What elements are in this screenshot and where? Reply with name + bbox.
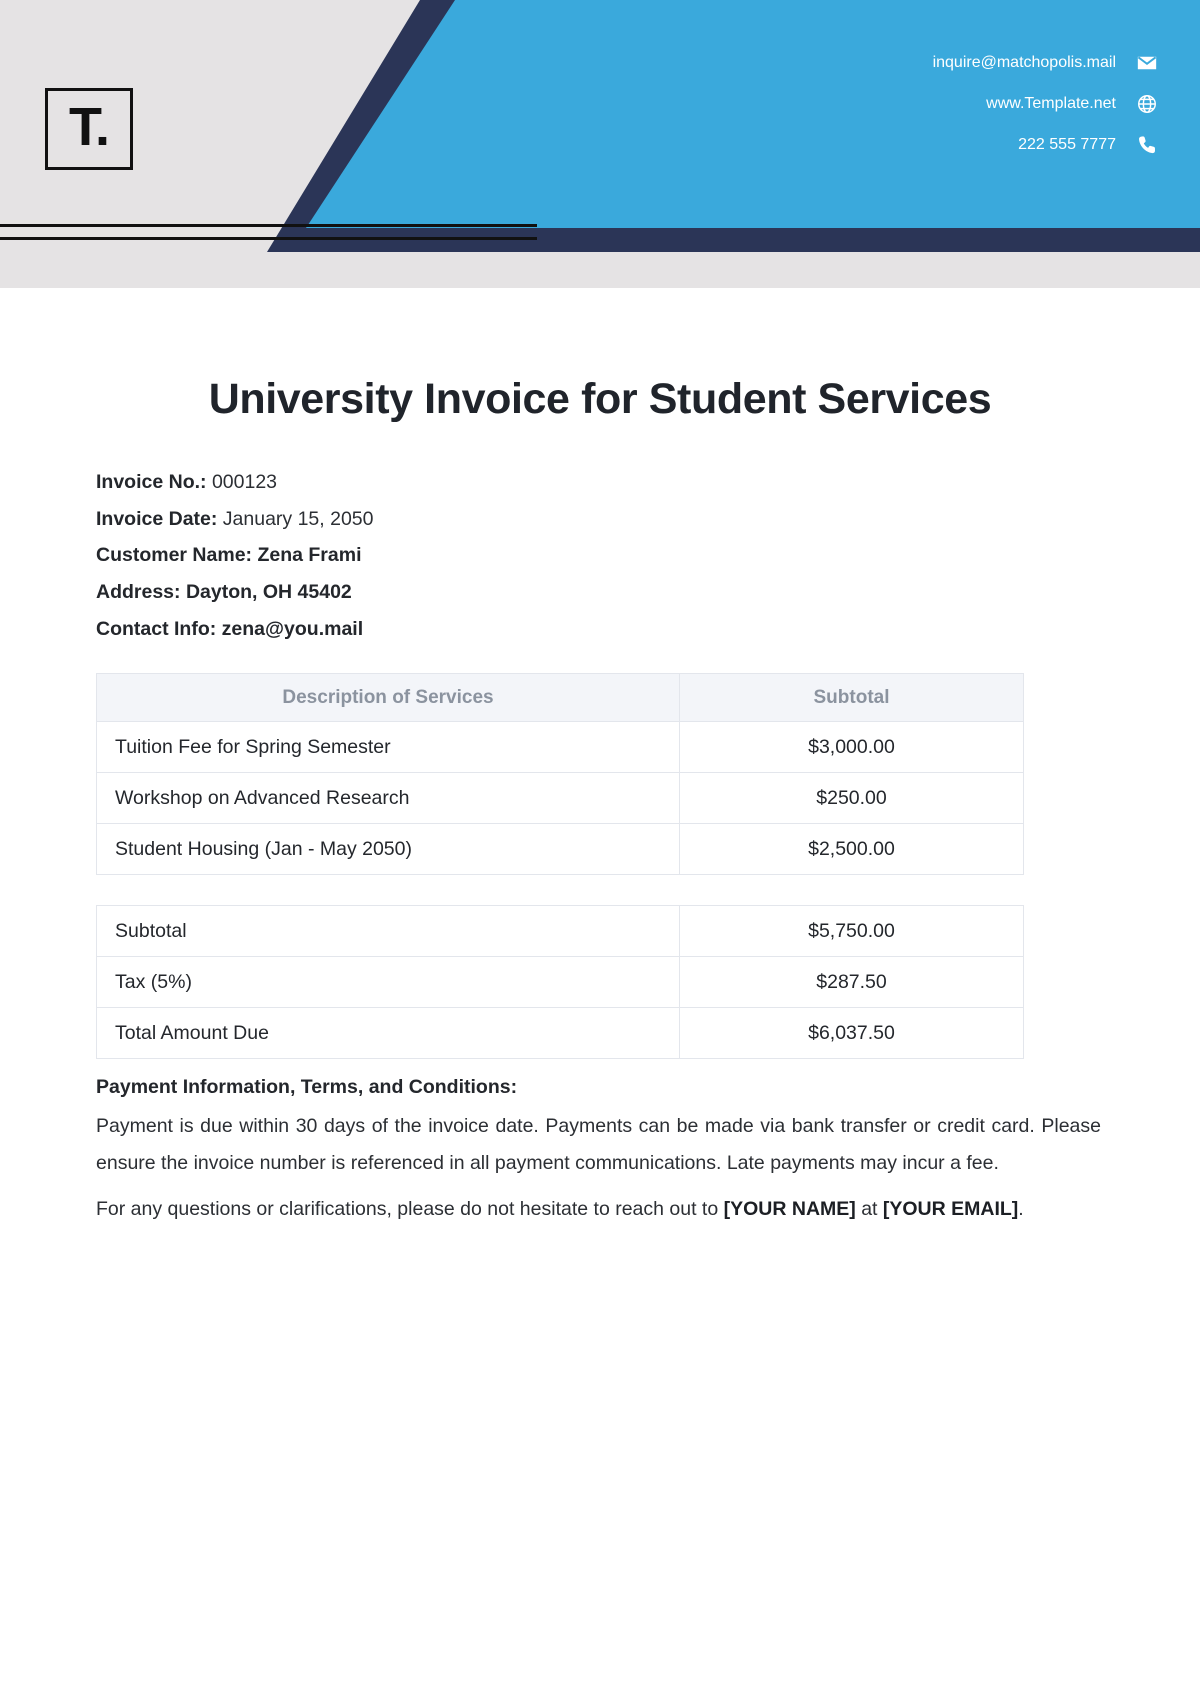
table-row (97, 906, 1024, 957)
meta-value: Dayton, OH 45402 (185, 580, 352, 603)
contact-row-email (933, 52, 1158, 74)
envelope-icon (1136, 52, 1158, 74)
payment-terms-paragraph-1: Payment is due within 30 days of the invoice date. Payments can be made via bank transfer or credit card. Please ensure the invoice number is referenced in all payment communications. Late payments may incur a fee. (96, 1115, 1101, 1174)
table-header-row (97, 674, 1024, 722)
cell-total-label: Total Amount Due (97, 1008, 680, 1059)
page-title: University Invoice for Student Services (208, 375, 992, 423)
contact-phone-text: 222 555 7777 (1018, 136, 1116, 153)
paragraph-suffix-text: . (1018, 1197, 1024, 1220)
table-row (97, 824, 1024, 875)
meta-label: Invoice No.: (96, 471, 207, 493)
table-row (97, 1008, 1024, 1059)
meta-label: Invoice Date: (96, 507, 218, 530)
payment-terms-paragraph-2 (96, 1191, 1101, 1228)
totals-table (96, 905, 1024, 1059)
header-contact-block (933, 52, 1158, 156)
payment-terms-heading: Payment Information, Terms, and Conditions: (96, 1076, 518, 1099)
meta-row-address (96, 574, 1104, 611)
contact-website-text: www.Template.net (986, 95, 1116, 112)
cell-total-value: $5,750.00 (680, 906, 1024, 957)
table-row (97, 773, 1024, 824)
paragraph-middle-text: at (855, 1197, 883, 1220)
cell-description: Student Housing (Jan - May 2050) (97, 824, 680, 875)
page-header (0, 0, 1200, 288)
cell-subtotal: $3,000.00 (680, 722, 1024, 773)
placeholder-your-name: [YOUR NAME] (723, 1197, 856, 1220)
cell-subtotal: $250.00 (680, 773, 1024, 824)
meta-label: Address: (96, 580, 181, 603)
column-header-subtotal: Subtotal (680, 674, 1024, 722)
placeholder-your-email: [YOUR EMAIL] (882, 1197, 1019, 1220)
document-body (0, 288, 1200, 1227)
contact-row-phone (1018, 134, 1158, 156)
table-row (97, 722, 1024, 773)
meta-value: 000123 (211, 471, 278, 493)
divider-rule-bottom (0, 237, 537, 240)
cell-description: Tuition Fee for Spring Semester (97, 722, 680, 773)
cell-total-value: $6,037.50 (680, 1008, 1024, 1059)
phone-icon (1136, 134, 1158, 156)
cell-description: Workshop on Advanced Research (97, 773, 680, 824)
brand-logo (45, 88, 133, 170)
meta-row-invoice-date (96, 501, 1104, 538)
globe-icon (1136, 93, 1158, 115)
paragraph-prefix-text: For any questions or clarifications, please do not hesitate to reach out to (96, 1197, 724, 1220)
meta-row-customer-name (96, 537, 1104, 574)
divider-rule-top (0, 224, 537, 227)
meta-label: Contact Info: (96, 617, 217, 640)
meta-value: January 15, 2050 (222, 507, 374, 530)
contact-row-website (986, 93, 1158, 115)
cell-total-label: Subtotal (97, 906, 680, 957)
cell-total-value: $287.50 (680, 957, 1024, 1008)
header-divider-rules (0, 224, 537, 240)
meta-label: Customer Name: (96, 544, 253, 567)
invoice-meta-block (96, 464, 1104, 647)
services-table (96, 673, 1024, 875)
meta-row-contact-info (96, 611, 1104, 648)
cell-total-label: Tax (5%) (97, 957, 680, 1008)
meta-value: zena@you.mail (221, 617, 364, 640)
contact-email-text: inquire@matchopolis.mail (932, 54, 1116, 71)
cell-subtotal: $2,500.00 (680, 824, 1024, 875)
meta-value: Zena Frami (257, 544, 362, 567)
table-row (97, 957, 1024, 1008)
meta-row-invoice-no (96, 464, 1104, 501)
column-header-description: Description of Services (97, 674, 680, 722)
brand-logo-t-icon: T. (68, 97, 109, 157)
